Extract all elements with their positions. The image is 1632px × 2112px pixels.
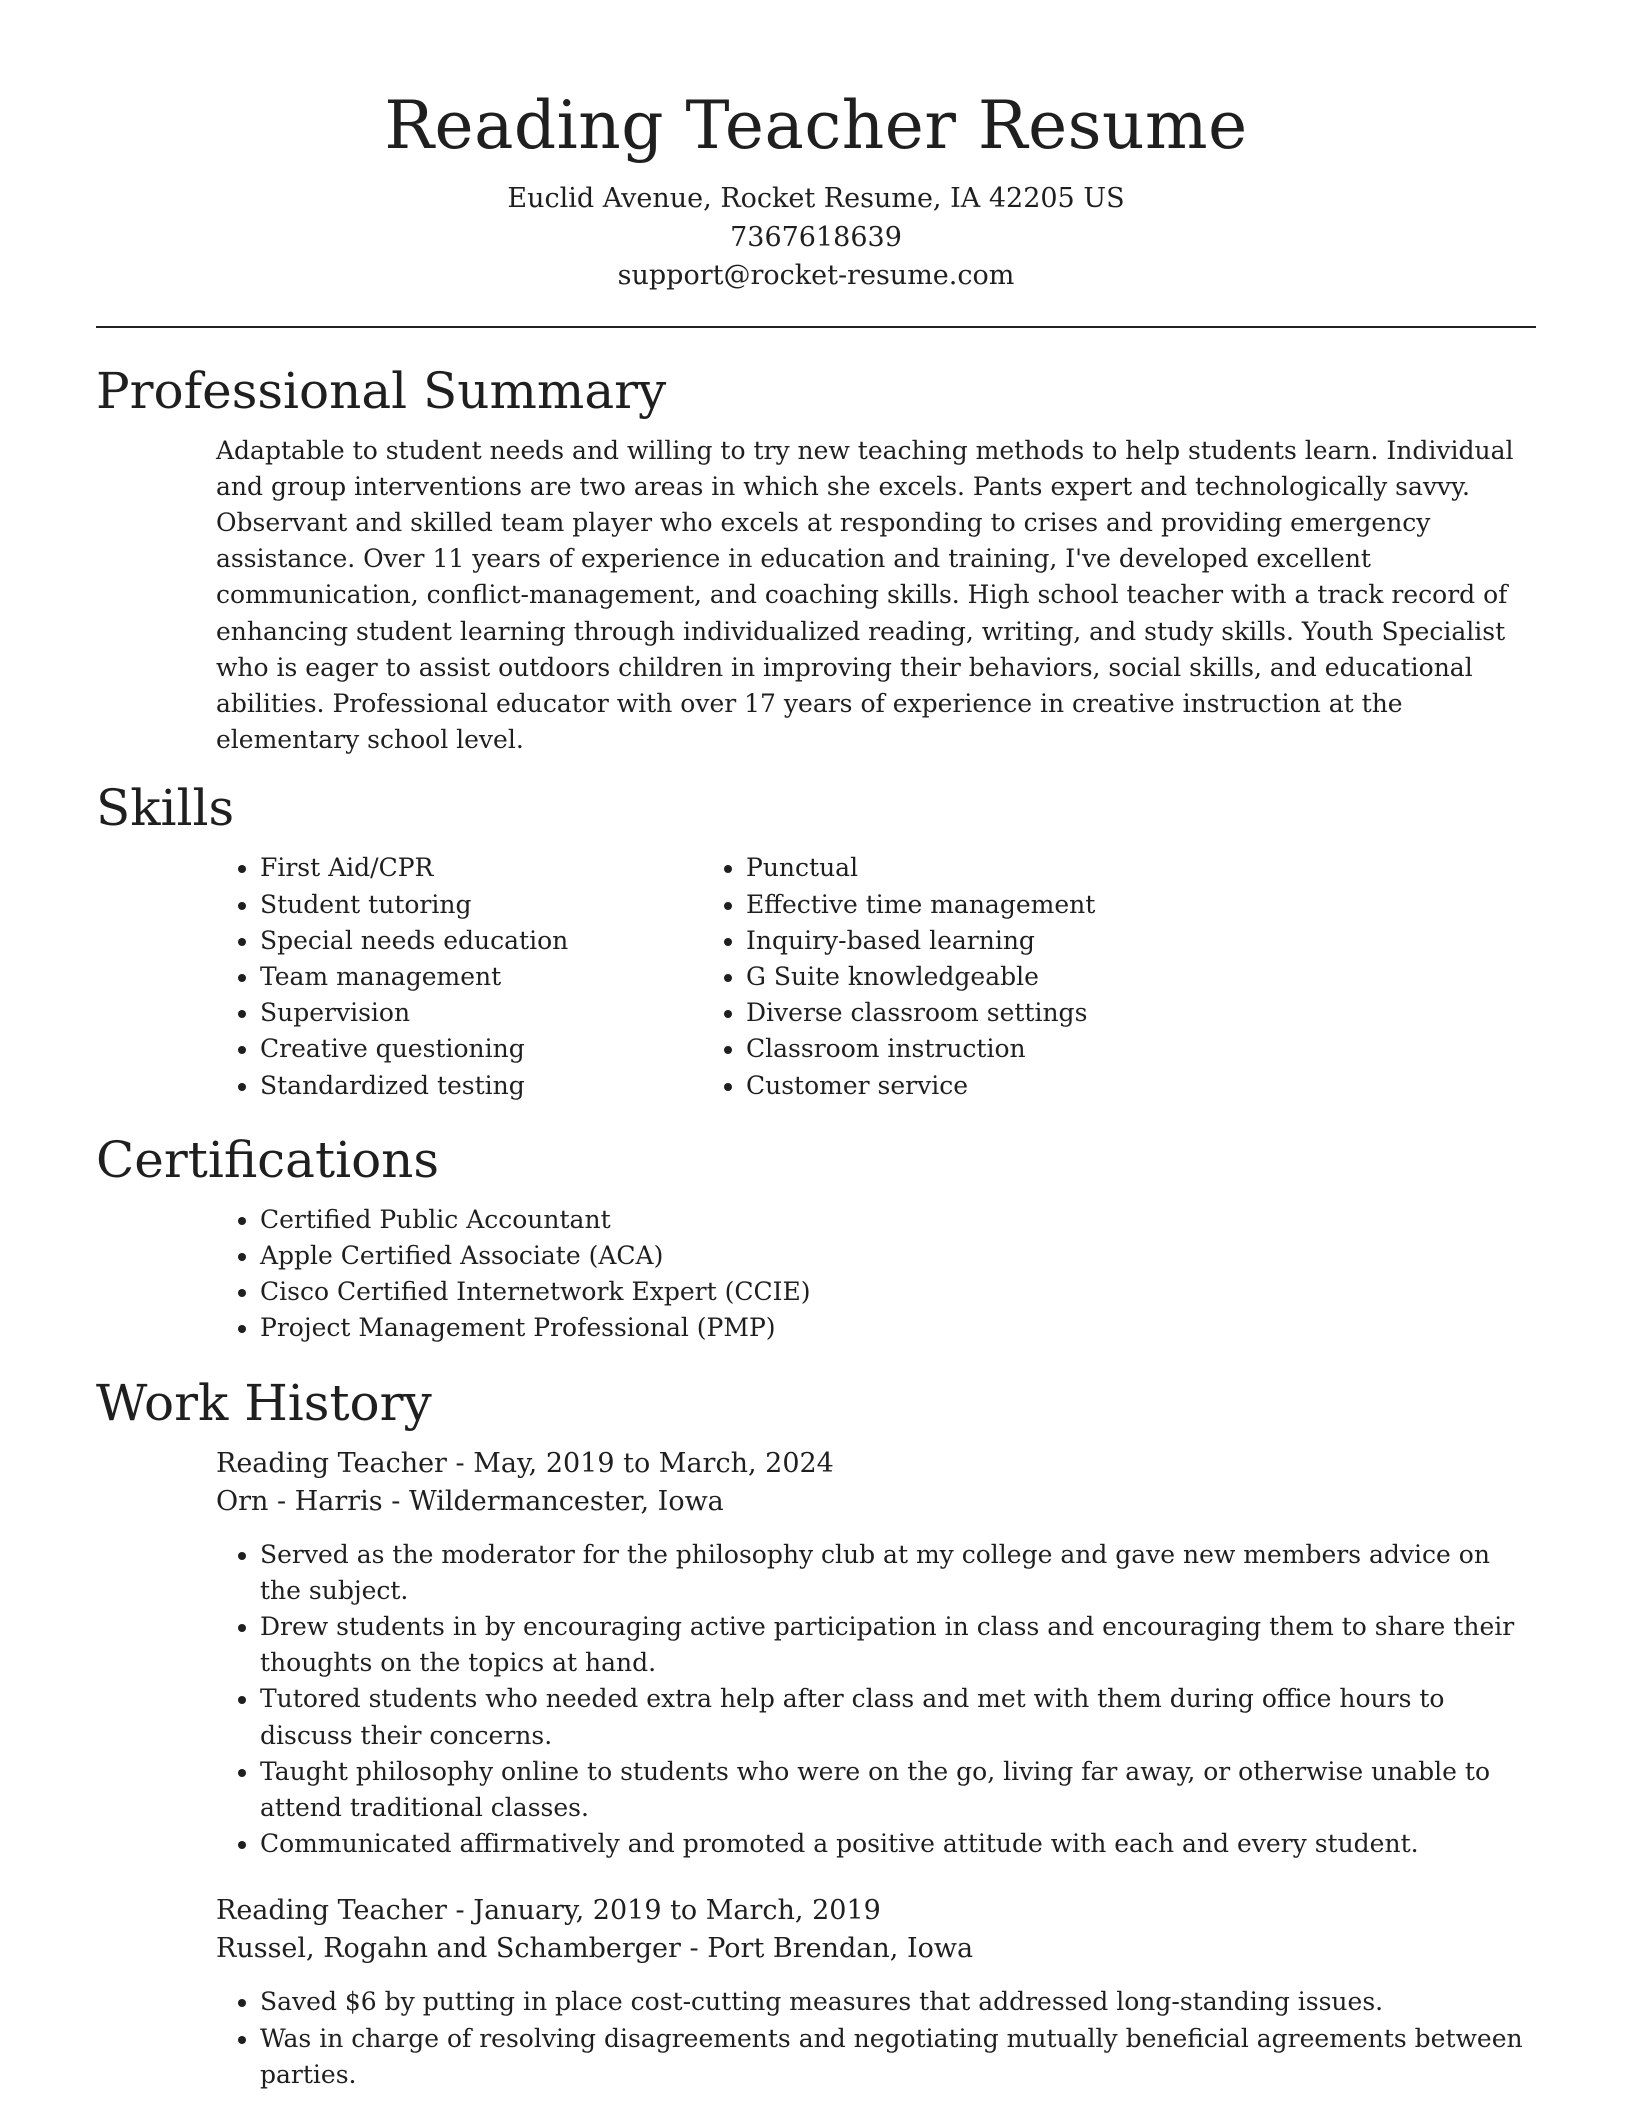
job-bullets — [96, 1984, 1536, 2093]
skill-item: • Team management — [260, 959, 746, 995]
contact-block — [96, 180, 1536, 296]
skill-item: • Punctual — [746, 850, 1372, 886]
summary-text: Adaptable to student needs and willing to try new teaching methods to help students learn. Individual and group interventions are two areas in which she excels. Pants expert and technologically savvy. Observant and skilled team player who excels at responding to crises and providing emergency assistance. Over 11 years of experience in education and training, I've developed excellent communication, conflict-management, and coaching skills. High school teacher with a track record of enhancing student learning through individualized reading, writing, and study skills. Youth Specialist who is eager to assist outdoors children in improving their behaviors, social skills, and educational abilities. Professional educator with over 17 years of experience in creative instruction at the elementary school level. — [216, 435, 1514, 755]
skill-item: • G Suite knowledgeable — [746, 959, 1372, 995]
job-title-line: Reading Teacher - May, 2019 to March, 2024 — [216, 1447, 834, 1479]
contact-phone: 7367618639 — [730, 221, 902, 253]
header-divider — [96, 326, 1536, 328]
skills-grid — [96, 850, 1536, 1103]
job-bullet: • Drew students in by encouraging active participation in class and encouraging them to share their thoughts on the topics at hand. — [260, 1609, 1536, 1681]
certification-item: • Project Management Professional (PMP) — [260, 1310, 1536, 1346]
skills-list-right — [582, 850, 1372, 1103]
resume-page — [96, 0, 1536, 2093]
job-entry — [96, 1892, 1536, 2093]
certification-item: • Certified Public Accountant — [260, 1202, 1536, 1238]
job-bullet: • Communicated affirmatively and promoted a positive attitude with each and every student. — [260, 1826, 1536, 1862]
work-history-heading: Work History — [96, 1373, 432, 1432]
job-title-line: Reading Teacher - January, 2019 to March, 2019 — [216, 1895, 881, 1927]
job-bullet: • Was in charge of resolving disagreements and negotiating mutually beneficial agreements between parties. — [260, 2021, 1536, 2093]
contact-email: support@rocket-resume.com — [617, 260, 1015, 291]
job-bullet: • Saved $6 by putting in place cost-cutting measures that addressed long-standing issues. — [260, 1984, 1536, 2020]
job-bullet: • Taught philosophy online to students who were on the go, living far away, or otherwise unable to attend traditional classes. — [260, 1754, 1536, 1826]
job-entry — [96, 1445, 1536, 1863]
job-bullets — [96, 1537, 1536, 1863]
skill-item: • First Aid/CPR — [260, 850, 746, 886]
skills-section — [96, 778, 1536, 1103]
job-bullet: • Served as the moderator for the philosophy club at my college and gave new members advice on the subject. — [260, 1537, 1536, 1609]
skill-item: • Creative questioning — [260, 1031, 746, 1067]
skill-item: • Diverse classroom settings — [746, 995, 1372, 1031]
skill-item: • Customer service — [746, 1068, 1372, 1104]
certifications-heading: Certifications — [96, 1130, 440, 1189]
resume-title: Reading Teacher Resume — [384, 87, 1248, 164]
job-company-line: Russel, Rogahn and Schamberger - Port Brendan, Iowa — [216, 1933, 974, 1965]
job-company-line: Orn - Harris - Wildermancester, Iowa — [216, 1485, 724, 1517]
certifications-list — [96, 1202, 1536, 1347]
skill-item: • Effective time management — [746, 887, 1372, 923]
summary-section — [96, 361, 1536, 759]
skills-column-right — [582, 850, 1372, 1103]
skill-item: • Inquiry-based learning — [746, 923, 1372, 959]
skill-item: • Student tutoring — [260, 887, 746, 923]
certifications-section — [96, 1130, 1536, 1347]
skill-item: • Special needs education — [260, 923, 746, 959]
certification-item: • Cisco Certified Internetwork Expert (CCIE) — [260, 1274, 1536, 1310]
summary-heading: Professional Summary — [96, 361, 667, 420]
skill-item: • Classroom instruction — [746, 1031, 1372, 1067]
certification-item: • Apple Certified Associate (ACA) — [260, 1238, 1536, 1274]
skill-item: • Standardized testing — [260, 1068, 746, 1104]
work-history-section — [96, 1373, 1536, 2093]
skill-item: • Supervision — [260, 995, 746, 1031]
resume-header — [96, 0, 1536, 296]
job-bullet: • Tutored students who needed extra help after class and met with them during office hours to discuss their concerns. — [260, 1681, 1536, 1753]
skills-heading: Skills — [96, 779, 235, 838]
contact-address: Euclid Avenue, Rocket Resume, IA 42205 US — [507, 183, 1125, 214]
